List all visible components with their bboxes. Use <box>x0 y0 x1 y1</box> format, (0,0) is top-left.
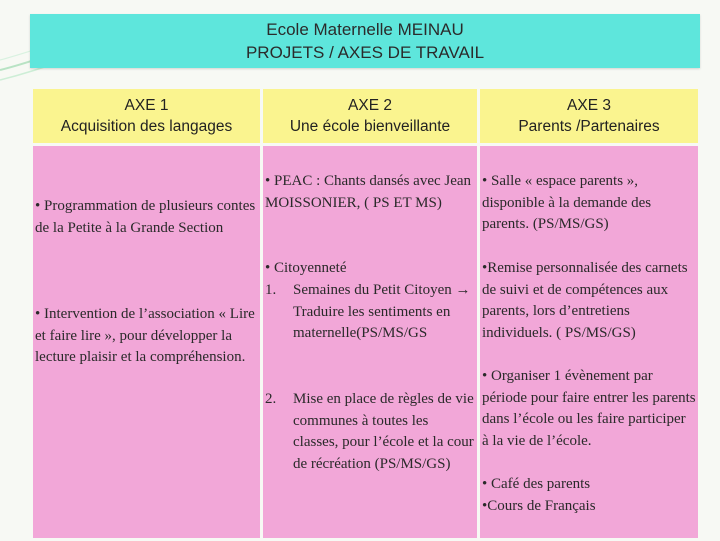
axe-2-list-item-1 <box>265 280 475 345</box>
list-number: 1. <box>265 282 277 298</box>
axe-2-numbered-list-2 <box>265 389 475 475</box>
header-axe-1-number: AXE 1 <box>124 97 169 114</box>
cell-axe-2 <box>263 146 477 538</box>
axe-1-item-2: • Intervention de l’association « Lire et faire lire », pour développer la lecture plaisir et la compréhension. <box>35 306 255 366</box>
header-axe-3-label: Parents /Partenaires <box>518 118 660 135</box>
list-text: Semaines du Petit Citoyen → Traduire les sentiments en maternelle(PS/MS/GS <box>293 282 471 342</box>
cell-axe-1 <box>33 146 260 538</box>
axe-1-item-1: • Programmation de plusieurs contes de la Petite à la Grande Section <box>35 198 256 236</box>
axe-3-item-3: • Organiser 1 évènement par période pour faire entrer les parents dans l’école ou les faire participer à la vie de l’école. <box>482 368 696 449</box>
header-axe-3 <box>480 89 698 143</box>
axe-3-item-2: •Remise personnalisée des carnets de suivi et de compétences aux parents, lors d’entretiens individuels. ( PS/MS/GS) <box>482 260 688 341</box>
axe-2-numbered-list <box>265 280 475 345</box>
content-row <box>33 146 698 538</box>
axe-2-item-2: • Citoyenneté <box>265 260 347 276</box>
header-axe-2-number: AXE 2 <box>348 97 392 114</box>
title-line-1: Ecole Maternelle MEINAU <box>266 20 464 39</box>
header-axe-2-label: Une école bienveillante <box>289 118 451 135</box>
axe-3-item-5: •Cours de Français <box>482 498 596 514</box>
header-axe-3-number: AXE 3 <box>567 97 611 114</box>
cell-axe-3 <box>480 146 698 538</box>
axe-2-list-item-2 <box>265 389 475 475</box>
list-number: 2. <box>265 391 277 407</box>
axe-3-item-4: • Café des parents <box>482 476 591 492</box>
header-axe-1 <box>33 89 260 143</box>
axe-2-item-1: • PEAC : Chants dansés avec Jean MOISSONIER, ( PS ET MS) <box>265 173 472 211</box>
header-axe-1-label: Acquisition des langages <box>60 118 233 135</box>
title-box <box>30 14 700 68</box>
header-axe-2 <box>263 89 477 143</box>
title-line-2: PROJETS / AXES DE TRAVAIL <box>245 43 485 62</box>
axes-table <box>30 86 698 540</box>
axe-3-item-1: • Salle « espace parents », disponible à la demande des parents. (PS/MS/GS) <box>482 173 652 233</box>
list-text: Mise en place de règles de vie communes à toutes les classes, pour l’école et la cour de récréation (PS/MS/GS) <box>293 391 474 472</box>
header-row <box>33 89 698 143</box>
